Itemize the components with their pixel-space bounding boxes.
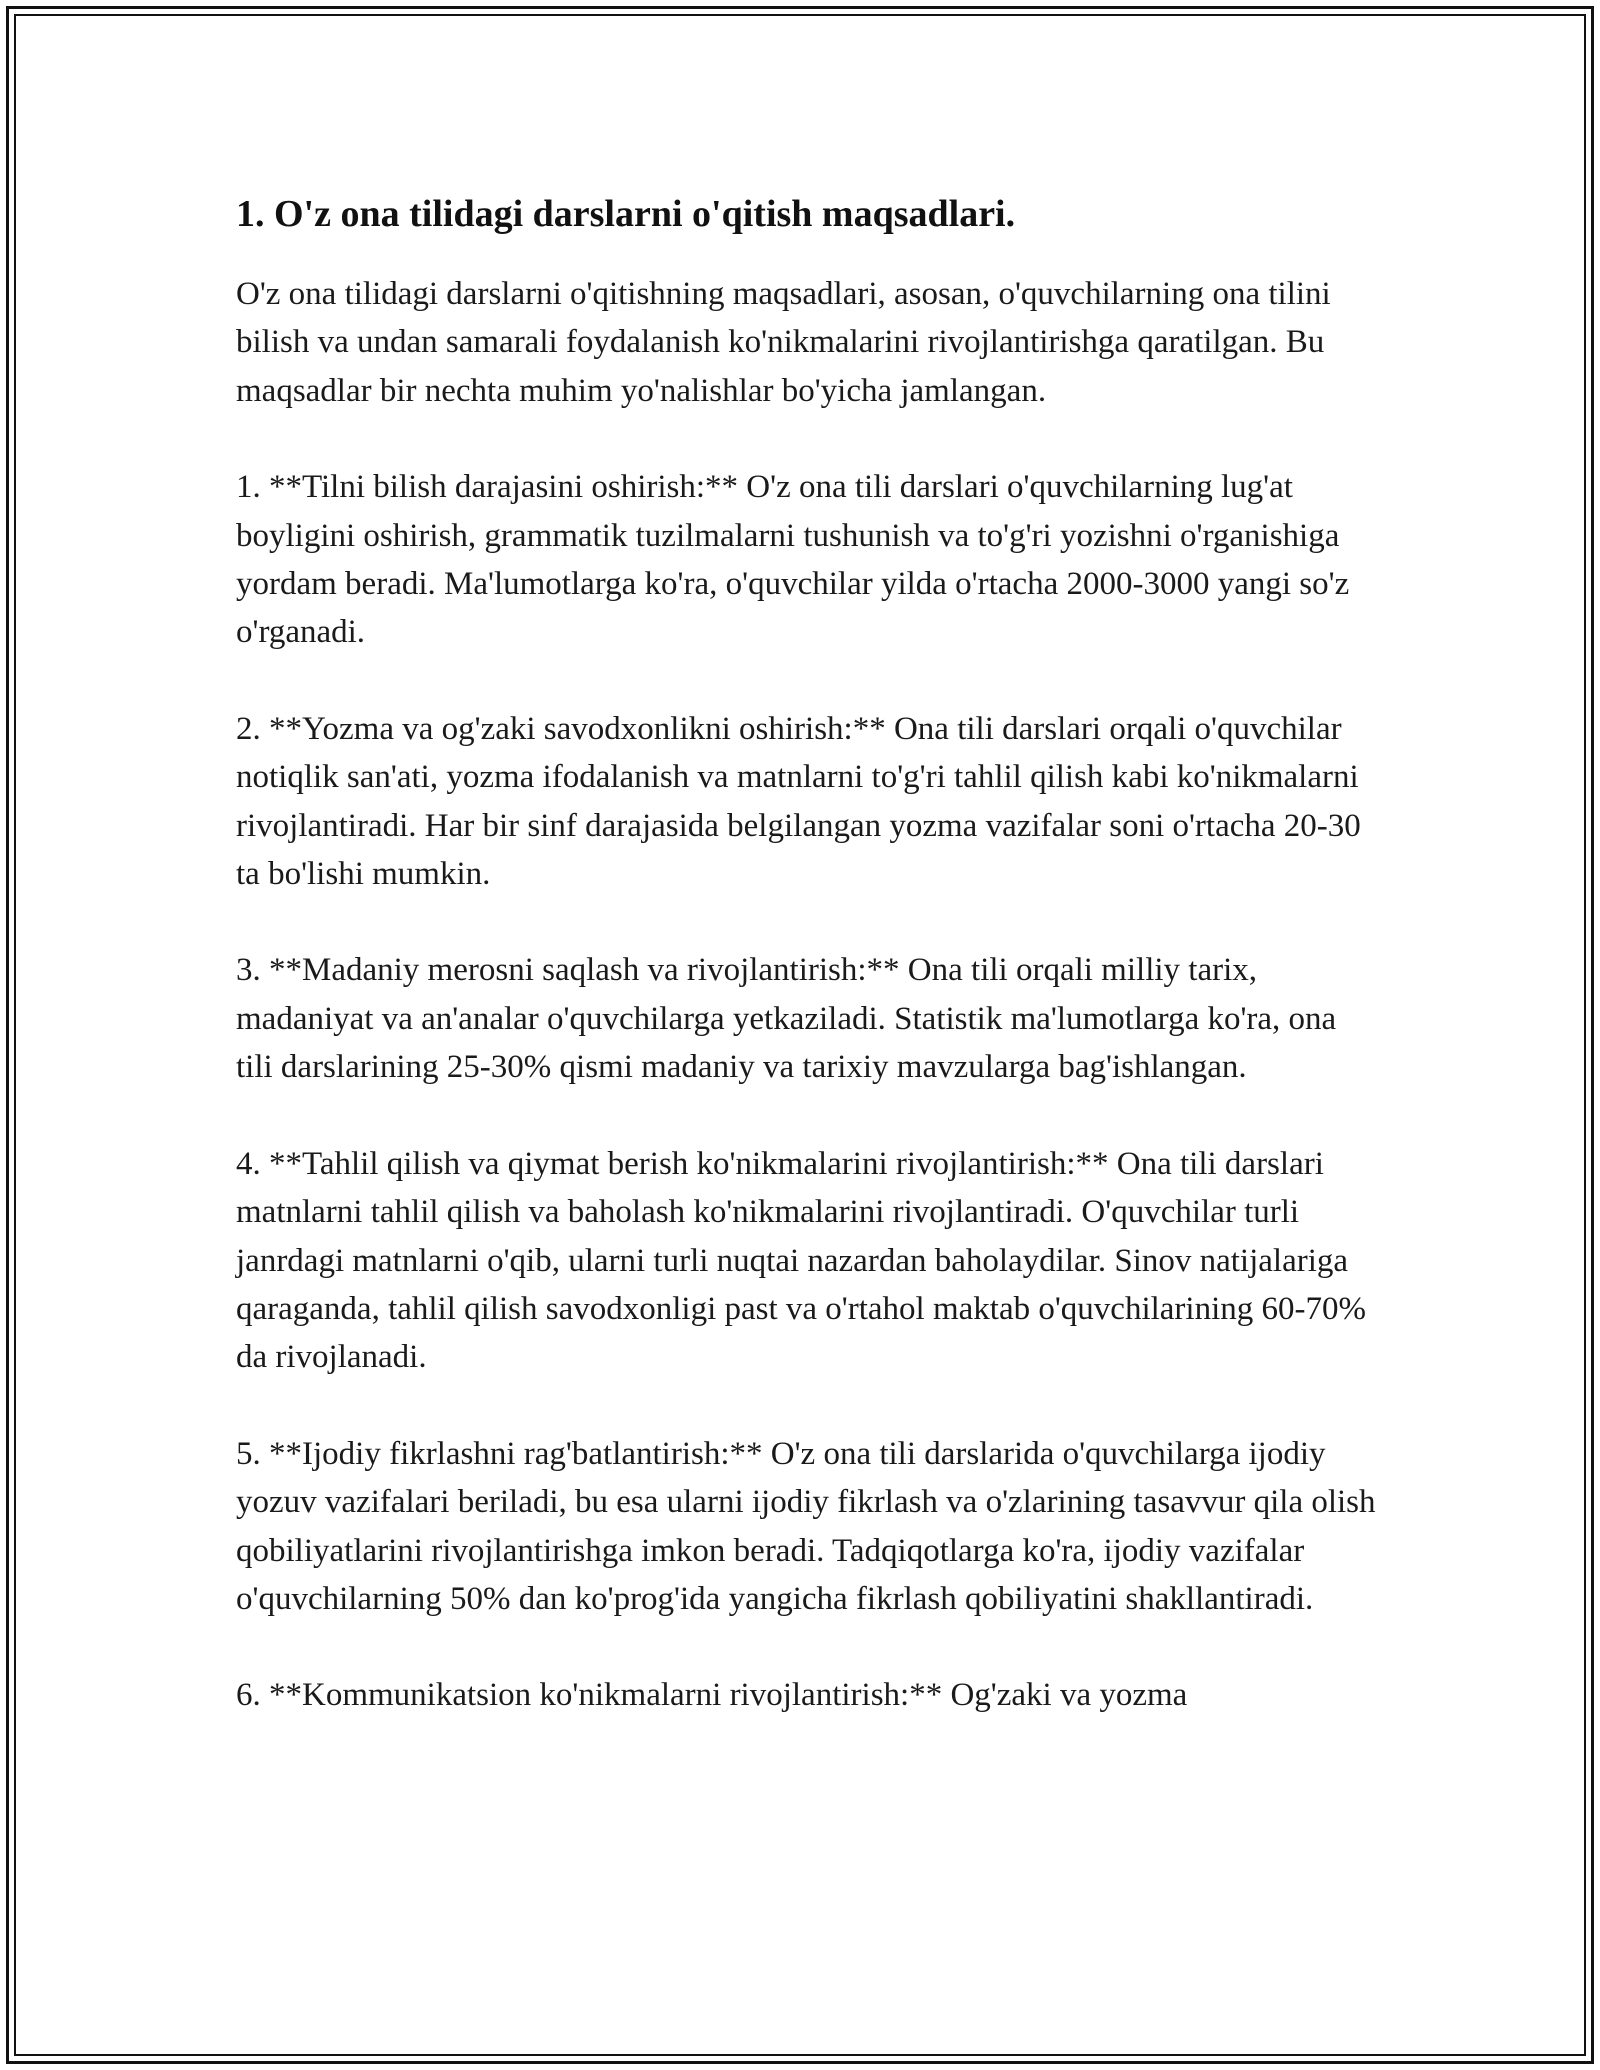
paragraph-item-6: 6. **Kommunikatsion ko'nikmalarni rivojlantirish:** Og'zaki va yozma: [236, 1677, 1188, 1714]
paragraph-item-5: 5. **Ijodiy fikrlashni rag'batlantirish:** O'z ona tili darslarida o'quvchilarga ijodiy yozuv vazifalari beriladi, bu esa ularni ijodiy fikrlash va o'zlarining tasavvur qila olish qobiliyatlarini rivojlantirishga imkon beradi. Tadqiqotlarga ko'ra, ijodiy vazifalar o'quvchilarning 50% dan ko'prog'ida yangicha fikrlash qobiliyatini shakllantiradi.: [236, 1435, 1376, 1617]
paragraph-item-1: 1. **Tilni bilish darajasini oshirish:** O'z ona tili darslari o'quvchilarning lug'at boyligini oshirish, grammatik tuzilmalarni tushunish va to'g'ri yozishni o'rganishiga yordam beradi. Ma'lumotlarga ko'ra, o'quvchilar yilda o'rtacha 2000-3000 yangi so'z o'rganadi.: [236, 469, 1350, 651]
paragraph-item-3: 3. **Madaniy merosni saqlash va rivojlantirish:** Ona tili orqali milliy tarix, madaniyat va an'analar o'quvchilarga yetkaziladi. Statistik ma'lumotlarga ko'ra, ona tili darslarining 25-30% qismi madaniy va tarixiy mavzularga bag'ishlangan.: [236, 952, 1337, 1086]
document-title: 1. O'z ona tilidagi darslarni o'qitish maqsadlari.: [236, 193, 1016, 235]
intro-paragraph: O'z ona tilidagi darslarni o'qitishning maqsadlari, asosan, o'quvchilarning ona tilini bilish va undan samarali foydalanish ko'nikmalarini rivojlantirishga qaratilgan. Bu maqsadlar bir nechta muhim yo'nalishlar bo'yicha jamlangan.: [236, 276, 1331, 409]
paragraph-item-2: 2. **Yozma va og'zaki savodxonlikni oshirish:** Ona tili darslari orqali o'quvchilar notiqlik san'ati, yozma ifodalanish va matnlarni to'g'ri tahlil qilish kabi ko'nikmalarni rivojlantiradi. Har bir sinf darajasida belgilangan yozma vazifalar soni o'rtacha 20-30 ta bo'lishi mumkin.: [236, 710, 1361, 893]
document-body: [236, 186, 1376, 1768]
paragraph-item-4: 4. **Tahlil qilish va qiymat berish ko'nikmalarini rivojlantirish:** Ona tili darslari matnlarni tahlil qilish va baholash ko'nikmalarini rivojlantiradi. O'quvchilar turli janrdagi matnlarni o'qib, ularni turli nuqtai nazardan baholaydilar. Sinov natijalariga qaraganda, tahlil qilish savodxonligi past va o'rtahol maktab o'quvchilarining 60-70% da rivojlanadi.: [236, 1145, 1366, 1376]
